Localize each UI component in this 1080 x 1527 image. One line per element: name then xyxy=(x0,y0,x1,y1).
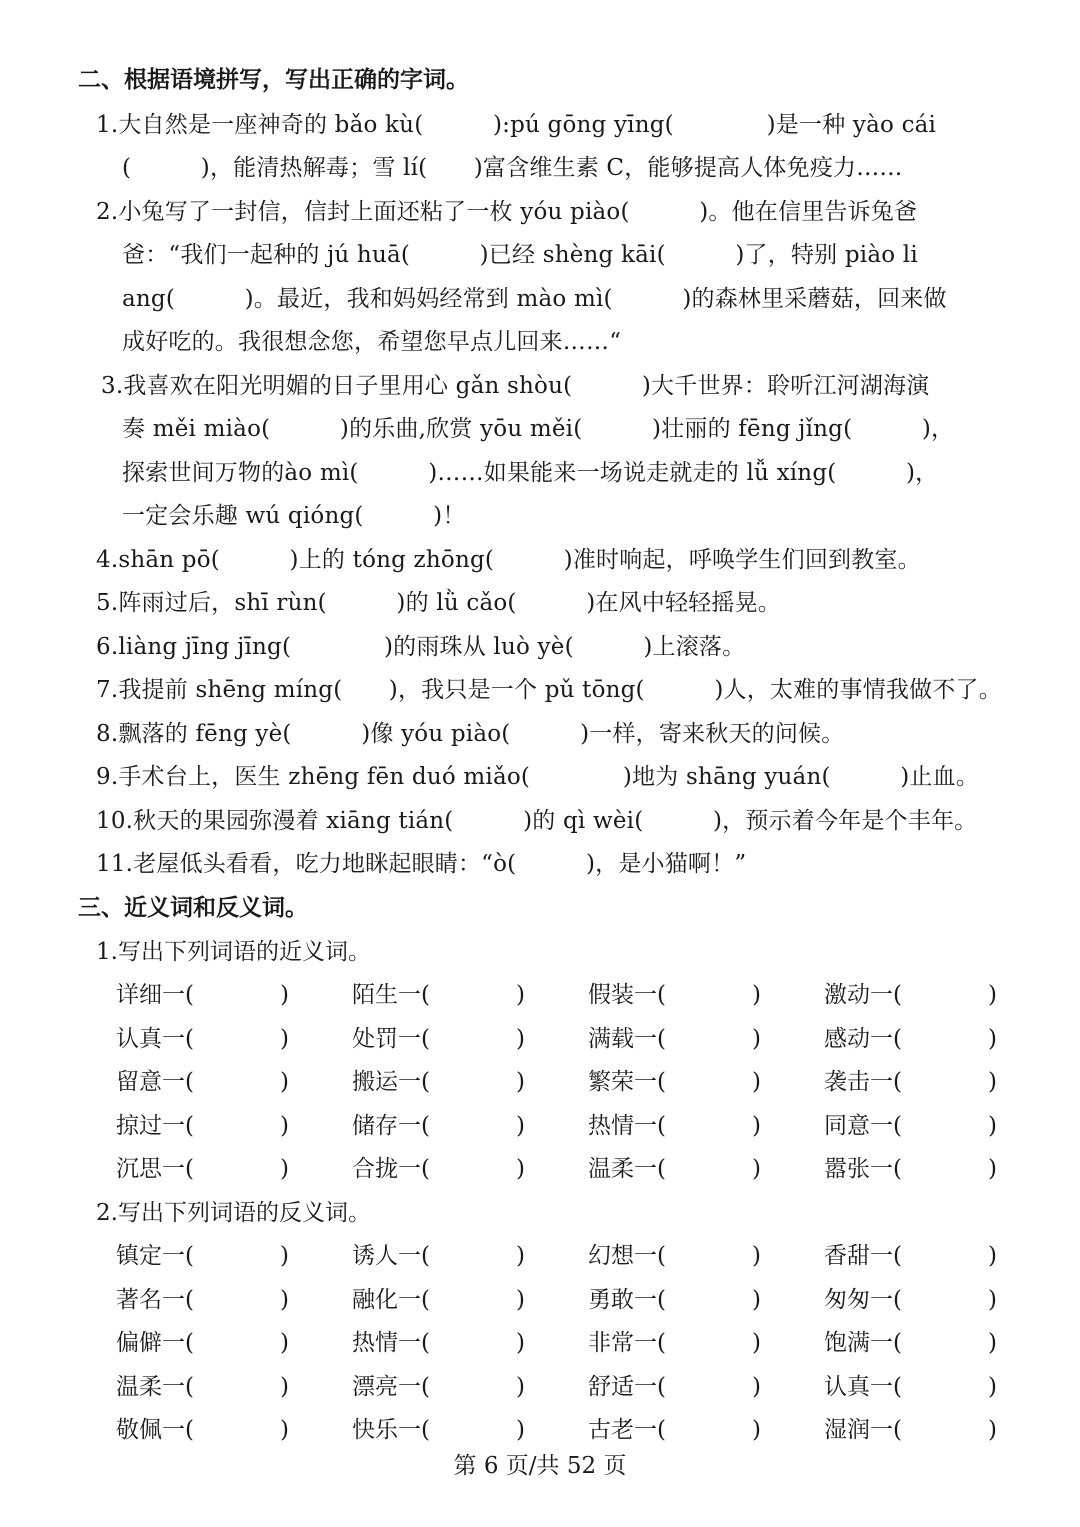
answer-blank-close: ) xyxy=(516,982,525,1008)
exercise-line: ang( )。最近，我和妈妈经常到 mào mì( )的森林里采蘑菇，回来做 xyxy=(122,286,947,312)
answer-blank-close: ) xyxy=(516,1330,525,1356)
answer-blank-close: ) xyxy=(752,982,761,1008)
synonyms-label: 1.写出下列词语的近义词。 xyxy=(96,939,371,965)
word-item: 假装一( xyxy=(588,982,666,1008)
answer-blank-close: ) xyxy=(516,1026,525,1052)
answer-blank-close: ) xyxy=(988,1330,997,1356)
exercise-line: 奏 měi miào( )的乐曲,欣赏 yōu měi( )壮丽的 fēng jǐng( )， xyxy=(122,416,955,442)
exercise-line: 4.shān pō( )上的 tóng zhōng( )准时响起，呼唤学生们回到教室。 xyxy=(96,547,921,573)
exercise-line: 爸：“我们一起种的 jú huā( )已经 shèng kāi( )了，特别 piào li xyxy=(122,242,918,268)
word-item: 敬佩一( xyxy=(116,1417,194,1443)
section-2-title: 二、根据语境拼写，写出正确的字词。 xyxy=(78,67,469,93)
answer-blank-close: ) xyxy=(988,1026,997,1052)
answer-blank-close: ) xyxy=(988,1069,997,1095)
exercise-line: 3.我喜欢在阳光明媚的日子里用心 gǎn shòu( )大千世界：聆听江河湖海演 xyxy=(101,373,930,399)
answer-blank-close: ) xyxy=(752,1330,761,1356)
answer-blank-close: ) xyxy=(280,1156,289,1182)
answer-blank-close: ) xyxy=(752,1417,761,1443)
word-item: 感动一( xyxy=(824,1026,902,1052)
answer-blank-close: ) xyxy=(752,1287,761,1313)
answer-blank-close: ) xyxy=(516,1287,525,1313)
word-item: 留意一( xyxy=(116,1069,194,1095)
answer-blank-close: ) xyxy=(280,1113,289,1139)
exercise-line: 2.小兔写了一封信，信封上面还粘了一枚 yóu piào( )。他在信里告诉兔爸 xyxy=(96,199,918,225)
exercise-line: 10.秋天的果园弥漫着 xiāng tián( )的 qì wèi( )，预示着今年是个丰年。 xyxy=(96,808,978,834)
section-3-title: 三、近义词和反义词。 xyxy=(78,895,308,921)
exercise-line: 5.阵雨过后，shī rùn( )的 lǜ cǎo( )在风中轻轻摇晃。 xyxy=(96,590,781,616)
word-item: 掠过一( xyxy=(116,1113,194,1139)
word-item: 陌生一( xyxy=(352,982,430,1008)
word-item: 匆匆一( xyxy=(824,1287,902,1313)
answer-blank-close: ) xyxy=(280,1287,289,1313)
exercise-line: 8.飘落的 fēng yè( )像 yóu piào( )一样，寄来秋天的问候。 xyxy=(96,721,845,747)
word-item: 古老一( xyxy=(588,1417,666,1443)
answer-blank-close: ) xyxy=(752,1156,761,1182)
word-item: 著名一( xyxy=(116,1287,194,1313)
answer-blank-close: ) xyxy=(280,1243,289,1269)
answer-blank-close: ) xyxy=(988,1287,997,1313)
word-item: 勇敢一( xyxy=(588,1287,666,1313)
word-item: 满载一( xyxy=(588,1026,666,1052)
answer-blank-close: ) xyxy=(752,1113,761,1139)
word-item: 搬运一( xyxy=(352,1069,430,1095)
answer-blank-close: ) xyxy=(516,1374,525,1400)
word-item: 快乐一( xyxy=(352,1417,430,1443)
answer-blank-close: ) xyxy=(516,1417,525,1443)
exercise-line: ( )，能清热解毒；雪 lí( )富含维生素 C，能够提高人体免疫力…… xyxy=(122,155,903,181)
word-item: 同意一( xyxy=(824,1113,902,1139)
answer-blank-close: ) xyxy=(988,1156,997,1182)
answer-blank-close: ) xyxy=(988,1113,997,1139)
word-item: 非常一( xyxy=(588,1330,666,1356)
answer-blank-close: ) xyxy=(280,1026,289,1052)
word-item: 合拢一( xyxy=(352,1156,430,1182)
answer-blank-close: ) xyxy=(752,1243,761,1269)
word-item: 详细一( xyxy=(116,982,194,1008)
word-item: 沉思一( xyxy=(116,1156,194,1182)
word-item: 舒适一( xyxy=(588,1374,666,1400)
word-item: 袭击一( xyxy=(824,1069,902,1095)
answer-blank-close: ) xyxy=(280,1374,289,1400)
word-item: 偏僻一( xyxy=(116,1330,194,1356)
answer-blank-close: ) xyxy=(988,1243,997,1269)
answer-blank-close: ) xyxy=(280,1069,289,1095)
exercise-line: 7.我提前 shēng míng( )，我只是一个 pǔ tōng( )人，太难的事情我做不了。 xyxy=(96,677,1002,703)
word-item: 饱满一( xyxy=(824,1330,902,1356)
answer-blank-close: ) xyxy=(752,1026,761,1052)
answer-blank-close: ) xyxy=(752,1069,761,1095)
page-number: 第 6 页/共 52 页 xyxy=(453,1453,627,1479)
exercise-line: 1.大自然是一座神奇的 bǎo kù( ):pú gōng yīng( )是一种 yào cái xyxy=(96,112,937,138)
word-item: 融化一( xyxy=(352,1287,430,1313)
word-item: 诱人一( xyxy=(352,1243,430,1269)
answer-blank-close: ) xyxy=(516,1069,525,1095)
word-item: 香甜一( xyxy=(824,1243,902,1269)
word-item: 漂亮一( xyxy=(352,1374,430,1400)
word-item: 处罚一( xyxy=(352,1026,430,1052)
word-item: 幻想一( xyxy=(588,1243,666,1269)
word-item: 繁荣一( xyxy=(588,1069,666,1095)
answer-blank-close: ) xyxy=(988,1374,997,1400)
answer-blank-close: ) xyxy=(516,1243,525,1269)
exercise-line: 探索世间万物的ào mì( )……如果能来一场说走就走的 lǚ xíng( )， xyxy=(122,460,939,486)
exercise-line: 6.liàng jīng jīng( )的雨珠从 luò yè( )上滚落。 xyxy=(96,634,746,660)
word-item: 热情一( xyxy=(588,1113,666,1139)
word-item: 温柔一( xyxy=(588,1156,666,1182)
answer-blank-close: ) xyxy=(516,1113,525,1139)
exercise-line: 11.老屋低头看看，吃力地眯起眼睛：“ò( )，是小猫啊！” xyxy=(96,851,747,877)
exercise-line: 9.手术台上，医生 zhēng fēn duó miǎo( )地为 shāng yuán( )止血。 xyxy=(96,764,980,790)
word-item: 嚣张一( xyxy=(824,1156,902,1182)
word-item: 热情一( xyxy=(352,1330,430,1356)
answer-blank-close: ) xyxy=(752,1374,761,1400)
answer-blank-close: ) xyxy=(988,982,997,1008)
exercise-line: 成好吃的。我很想念您，希望您早点儿回来……“ xyxy=(122,329,622,355)
answer-blank-close: ) xyxy=(988,1417,997,1443)
word-item: 认真一( xyxy=(116,1026,194,1052)
word-item: 储存一( xyxy=(352,1113,430,1139)
word-item: 镇定一( xyxy=(116,1243,194,1269)
answer-blank-close: ) xyxy=(280,1417,289,1443)
word-item: 温柔一( xyxy=(116,1374,194,1400)
answer-blank-close: ) xyxy=(280,982,289,1008)
answer-blank-close: ) xyxy=(516,1156,525,1182)
antonyms-label: 2.写出下列词语的反义词。 xyxy=(96,1200,371,1226)
answer-blank-close: ) xyxy=(280,1330,289,1356)
word-item: 认真一( xyxy=(824,1374,902,1400)
word-item: 激动一( xyxy=(824,982,902,1008)
word-item: 湿润一( xyxy=(824,1417,902,1443)
exercise-line: 一定会乐趣 wú qióng( )！ xyxy=(122,503,466,529)
